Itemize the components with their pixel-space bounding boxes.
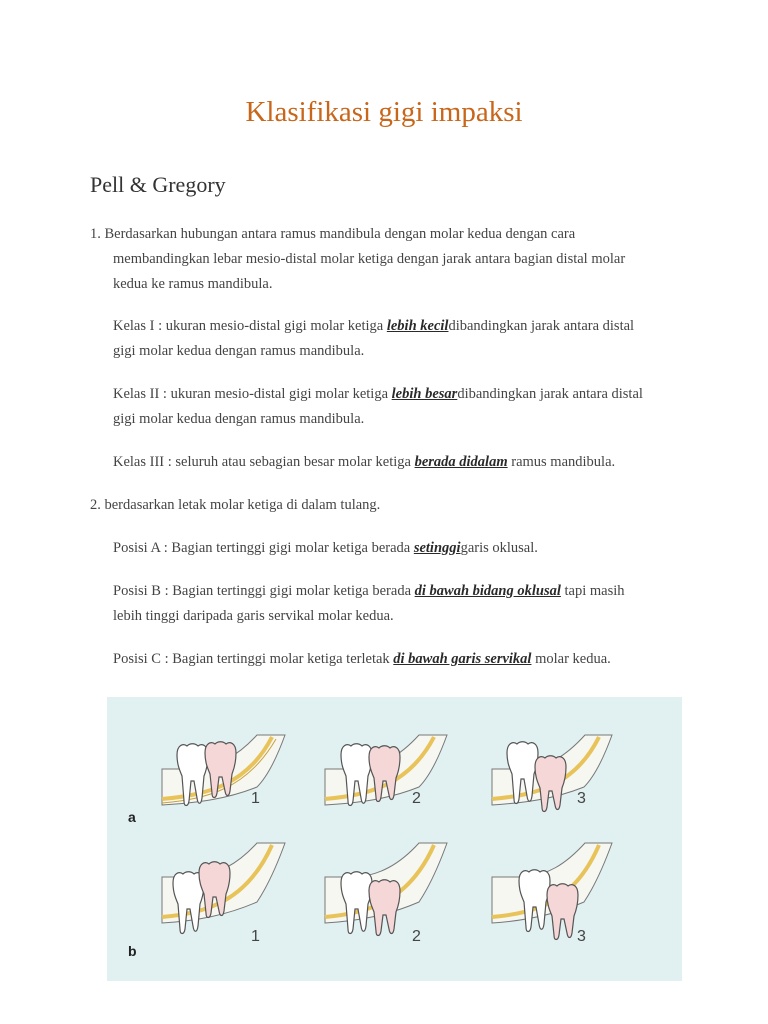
kelas2-emphasis: lebih besar [391,386,458,402]
panel-number-a3: 3 [577,790,586,807]
kelas1-emphasis: lebih kecil [386,318,449,334]
section1-intro-line1: 1. Berdasarkan hubungan antara ramus mandibula dengan molar kedua dengan cara [90,226,576,242]
impaction-classification-figure [107,697,682,981]
section1-intro-line3: kedua ke ramus mandibula. [113,276,273,292]
row-label-b: b [128,943,137,959]
kelas3-line [113,450,615,475]
posisi-b-line2: lebih tinggi daripada garis servikal molar kedua. [113,608,394,624]
panel-number-b2: 2 [412,928,421,945]
row-label-a: a [128,809,136,825]
posisi-c-emphasis: di bawah garis servikal [393,651,532,667]
posisi-b-line1 [113,579,625,604]
kelas1-pre: Kelas I : ukuran mesio-distal gigi molar ketiga [113,318,387,334]
section1-intro-line2: membandingkan lebar mesio-distal molar ketiga dengan jarak antara bagian distal molar [113,251,626,267]
posisi-c-post: molar kedua. [531,651,611,667]
kelas3-emphasis: berada didalam [414,454,508,470]
panel-number-a2: 2 [412,790,421,807]
posisi-b-pre: Posisi B : Bagian tertinggi gigi molar ketiga berada [113,583,415,599]
figure-illustration [107,697,682,981]
kelas3-pre: Kelas III : seluruh atau sebagian besar molar ketiga [113,454,415,470]
posisi-a-pre: Posisi A : Bagian tertinggi gigi molar ketiga berada [113,540,414,556]
kelas2-line2: gigi molar kedua dengan ramus mandibula. [113,411,365,427]
posisi-a-line [113,536,538,561]
panel-a2 [325,735,447,807]
section2-intro: 2. berdasarkan letak molar ketiga di dalam tulang. [90,497,381,513]
kelas3-post: ramus mandibula. [507,454,616,470]
posisi-c-pre: Posisi C : Bagian tertinggi molar ketiga terletak [113,651,394,667]
posisi-a-emphasis: setinggi [413,540,461,556]
kelas2-pre: Kelas II : ukuran mesio-distal gigi molar ketiga [113,386,392,402]
panel-b1 [162,843,285,945]
posisi-b-emphasis: di bawah bidang oklusal [414,583,561,599]
posisi-b-post: tapi masih [560,583,625,599]
kelas1-post: dibandingkan jarak antara distal [448,318,635,334]
posisi-c-line [113,647,611,672]
panel-number-b1: 1 [251,928,260,945]
panel-b2 [325,843,447,945]
kelas2-post: dibandingkan jarak antara distal [457,386,643,402]
page-title: Klasifikasi gigi impaksi [245,96,523,128]
kelas1-line2: gigi molar kedua dengan ramus mandibula. [113,343,365,359]
panel-number-b3: 3 [577,928,586,945]
kelas2-line1 [113,382,643,407]
panel-number-a1: 1 [251,790,260,807]
panel-b3 [492,843,612,945]
section-heading: Pell & Gregory [90,172,226,197]
kelas1-line1 [113,314,634,339]
panel-a3 [492,735,612,812]
posisi-a-post: garis oklusal. [460,540,538,556]
panel-a1 [162,735,285,807]
